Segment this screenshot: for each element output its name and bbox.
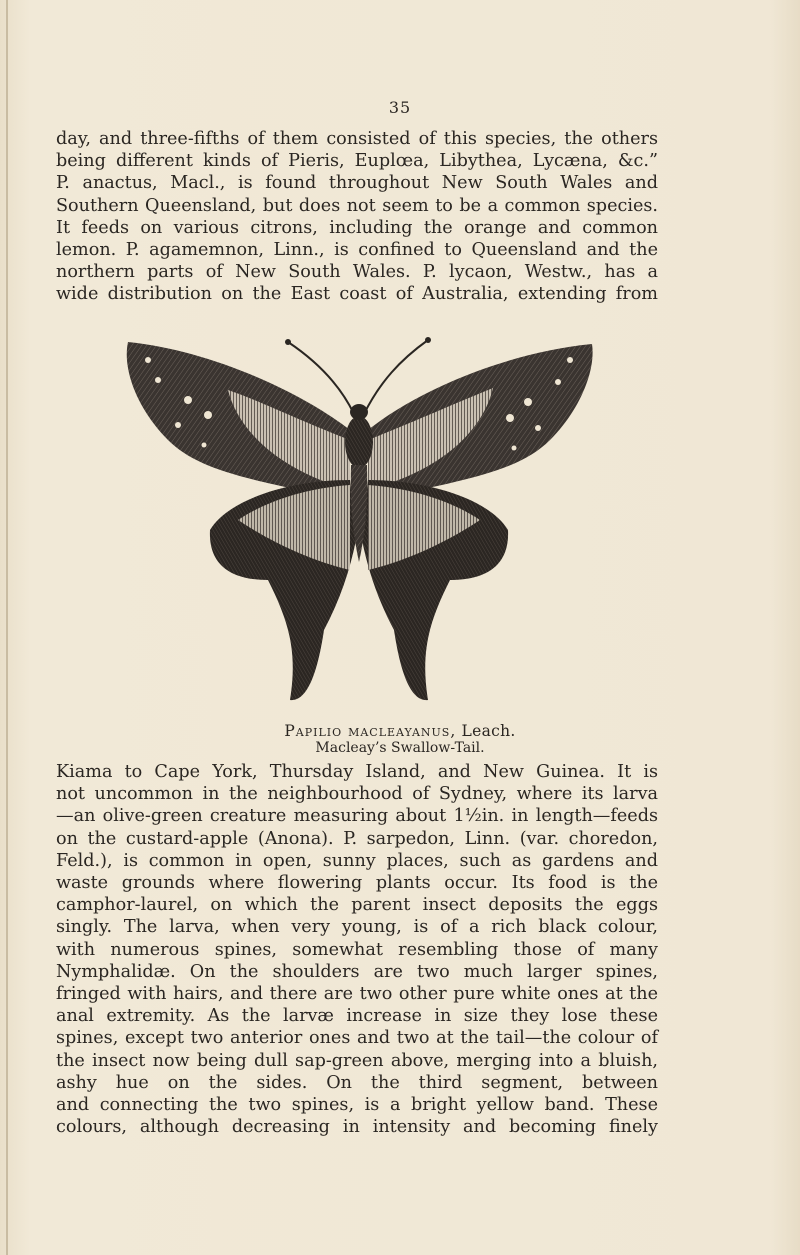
text-line: not uncommon in the neighbourhood of Sydney, where its larva [56,784,658,805]
text-line: —an olive-green creature measuring about 1½in. in length—feeds [56,806,658,827]
text-line: being different kinds of Pieris, Euplœa, Libythea, Lycæna, &c.” [56,151,658,172]
butterfly-illustration [118,330,600,720]
text-line: P. anactus, Macl., is found throughout New South Wales and [56,173,658,194]
text-line: camphor-laurel, on which the parent insect deposits the eggs [56,895,658,916]
figure-common-name: Macleay’s Swallow-Tail. [315,740,485,756]
text-line: and connecting the two spines, is a bright yellow band. These [56,1095,658,1116]
head [350,404,368,420]
page-number: 35 [388,98,412,117]
text-line: fringed with hairs, and there are two other pure white ones at the [56,984,658,1005]
text-line: with numerous spines, somewhat resembling those of many [56,939,658,960]
text-line: Nymphalidæ. On the shoulders are two much larger spines, [56,961,658,982]
bottom-paragraph [56,761,658,1138]
text-line: spines, except two anterior ones and two at the tail—the colour of [56,1028,658,1049]
caption-author: Leach. [461,722,516,740]
page-binding-edge [6,0,8,1255]
text-line: day, and three-fifths of them consisted of this species, the others [56,129,658,149]
text-line: singly. The larva, when very young, is of a rich black colour, [56,917,658,938]
text-line: waste grounds where flowering plants occur. Its food is the [56,873,658,894]
text-line: Southern Queensland, but does not seem to be a common species. [56,195,658,216]
text-line: northern parts of New South Wales. P. lycaon, Westw., has a [56,262,658,283]
text-line: lemon. P. agamemnon, Linn., is confined to Queensland and the [56,240,658,261]
figure-caption [0,722,800,740]
top-paragraph [56,128,658,306]
text-line: It feeds on various citrons, including the orange and common [56,217,658,238]
text-line: anal extremity. As the larvæ increase in size they lose these [56,1006,658,1027]
text-line: ashy hue on the sides. On the third segment, between [56,1072,658,1093]
text-line: on the custard-apple (Anona). P. sarpedon, Linn. (var. choredon, [56,828,658,849]
thorax [345,416,373,468]
caption-genus: Papilio macleayanus, [284,722,457,740]
text-line: colours, although decreasing in intensity and becoming finely [56,1117,658,1138]
text-line: the insect now being dull sap-green above, merging into a bluish, [56,1050,658,1071]
text-line: wide distribution on the East coast of Australia, extending from [56,284,658,305]
text-line: Feld.), is common in open, sunny places, such as gardens and [56,850,658,871]
text-line: Kiama to Cape York, Thursday Island, and New Guinea. It is [56,762,658,782]
